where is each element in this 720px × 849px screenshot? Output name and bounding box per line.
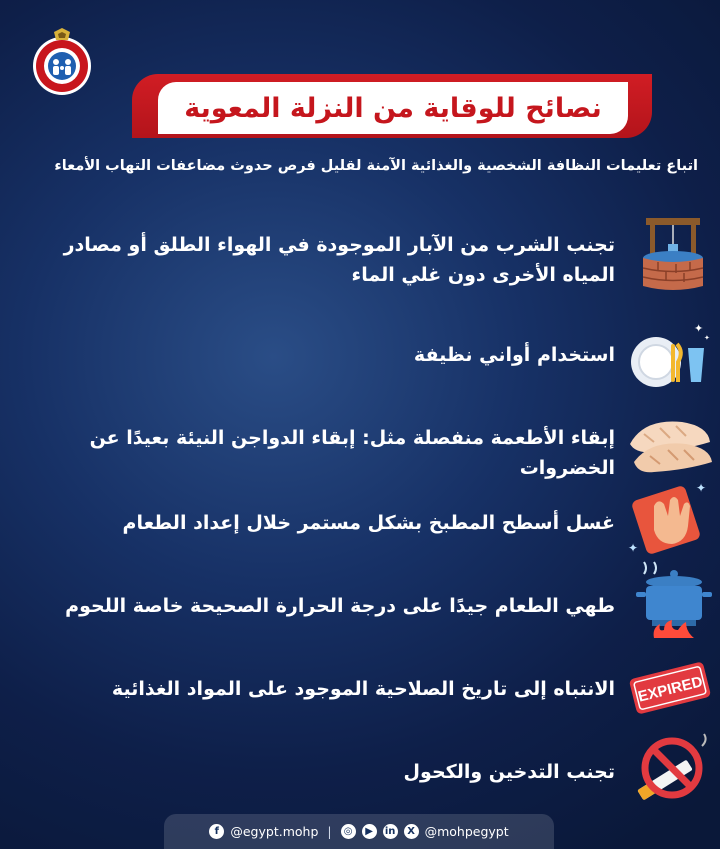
svg-text:✦: ✦	[696, 481, 707, 495]
tip-1: تجنب الشرب من الآبار الموجودة في الهواء الطلق أو مصادر المياه الأخرى دون غلي الماء	[63, 234, 615, 286]
x-icon[interactable]: X	[404, 824, 419, 839]
page-title: نصائح للوقاية من النزلة المعوية	[184, 92, 602, 124]
tip-3: إبقاء الأطعمة منفصلة مثل: إبقاء الدواجن النيئة بعيدًا عن الخضروات	[89, 427, 615, 479]
tip-6: الانتباه إلى تاريخ الصلاحية الموجود على المواد الغذائية	[111, 678, 615, 700]
svg-text:✦: ✦	[694, 322, 704, 335]
expired-label: EXPIRED	[636, 673, 705, 706]
facebook-handle[interactable]: @egypt.mohp	[230, 824, 319, 839]
wiping-hand-icon	[624, 476, 714, 556]
footer-separator: |	[327, 824, 332, 839]
social-footer	[164, 814, 554, 849]
ministry-logo	[30, 26, 94, 96]
tip-4: غسل أسطح المطبخ بشكل مستمر خلال إعداد الطعام	[122, 512, 615, 534]
tip-2: استخدام أواني نظيفة	[413, 344, 615, 366]
expired-stamp-icon	[624, 648, 714, 728]
cooking-pot-icon	[624, 560, 714, 640]
subtitle: اتباع تعليمات النظافة الشخصية والغذائية الآمنة لقليل فرص حدوث مضاعفات التهاب الأمعاء	[54, 158, 698, 174]
linkedin-icon[interactable]: in	[383, 824, 398, 839]
no-smoking-icon	[624, 728, 714, 808]
svg-text:✦: ✦	[704, 334, 710, 342]
facebook-icon[interactable]: f	[209, 824, 224, 839]
tip-7: تجنب التدخين والكحول	[403, 761, 615, 783]
raw-chicken-icon	[624, 400, 714, 480]
well-icon	[624, 212, 714, 292]
social-handle[interactable]: @mohpegypt	[424, 824, 509, 839]
clean-dishes-icon	[624, 318, 714, 398]
instagram-icon[interactable]: ◎	[341, 824, 356, 839]
youtube-icon[interactable]: ▶	[362, 824, 377, 839]
title-box	[158, 82, 628, 134]
tip-5: طهي الطعام جيدًا على درجة الحرارة الصحيحة خاصة اللحوم	[65, 595, 615, 617]
svg-text:✦: ✦	[628, 541, 639, 555]
